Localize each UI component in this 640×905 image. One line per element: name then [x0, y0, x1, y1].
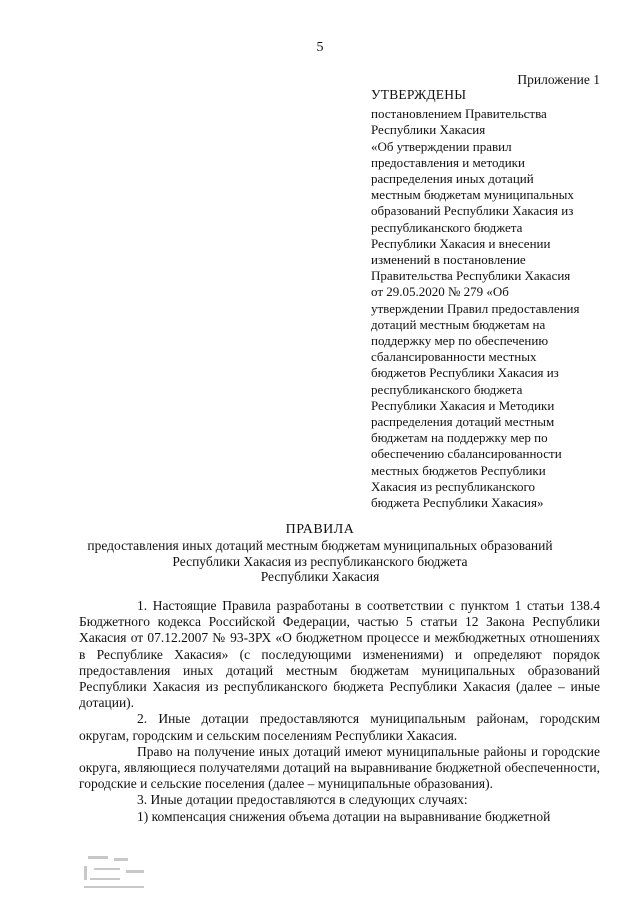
- approval-line: Республики Хакасия и внесении: [371, 235, 551, 251]
- approval-line: бюджетов Республики Хакасия из: [371, 365, 559, 381]
- approval-line: дотаций местным бюджетам на: [371, 316, 546, 332]
- approval-line: местных бюджетов Республики: [371, 462, 546, 478]
- approval-title: УТВЕРЖДЕНЫ: [371, 87, 467, 102]
- rules-subtitle: [40, 538, 600, 585]
- rules-subtitle-line: Республики Хакасия из республиканского бюджета: [172, 553, 468, 569]
- approval-line: распределения иных дотаций: [371, 171, 534, 187]
- rules-subtitle-line: предоставления иных дотаций местным бюджетам муниципальных образований: [87, 538, 553, 553]
- page-number: 5: [316, 40, 324, 55]
- approval-line: поддержку мер по обеспечению: [371, 333, 549, 349]
- rules-body: [79, 598, 600, 825]
- rules-subtitle-line: Республики Хакасия: [260, 569, 380, 584]
- stamp-mark: [80, 852, 158, 892]
- approval-line: утверждении Правил предоставления: [371, 300, 580, 316]
- approval-line: от 29.05.2020 № 279 «Об: [371, 284, 509, 300]
- approval-line: республиканского бюджета: [371, 219, 523, 235]
- approval-line: обеспечению сбалансированности: [371, 446, 562, 462]
- approval-line: Хакасия из республиканского: [371, 478, 536, 494]
- approval-line: бюджетам на поддержку мер по: [371, 430, 548, 446]
- paragraph: 3. Иные дотации предоставляются в следующих случаях:: [137, 792, 468, 808]
- approval-line: изменений в постановление: [371, 252, 526, 268]
- approval-line: постановлением Правительства: [371, 106, 547, 122]
- approval-line: Республики Хакасия и Методики: [371, 397, 555, 413]
- approval-block: [371, 87, 606, 511]
- approval-line: сбалансированности местных: [371, 349, 537, 365]
- approval-line: распределения дотаций местным: [371, 414, 555, 430]
- approval-line: Республики Хакасия: [371, 122, 486, 138]
- approval-line: местным бюджетам муниципальных: [371, 187, 574, 203]
- approval-line: республиканского бюджета: [371, 381, 523, 397]
- appendix-label: Приложение 1: [517, 72, 600, 87]
- approval-line: предоставления и методики: [371, 154, 525, 170]
- paragraph: Право на получение иных дотаций имеют муниципальные районы и городские округа, являющиеся получателями дотаций на выравнивание бюджетной обеспеченности, городские и сельские поселения (далее – муниципальные образования).: [79, 743, 600, 792]
- paragraph: 1. Настоящие Правила разработаны в соответствии с пунктом 1 статьи 138.4 Бюджетного кодекса Российской Федерации, частью 5 статьи 12 Закона Республики Хакасия от 07.12.2007 № 93-ЗРХ «О бюджетном процессе и межбюджетных отношениях в Республике Хакасия» (с последующими изменениями) и определяют порядок предоставления иных дотаций местным бюджетам муниципальных образований Республики Хакасия из республиканского бюджета Республики Хакасия (далее – иные дотации).: [79, 598, 600, 711]
- rules-heading: ПРАВИЛА: [285, 522, 355, 537]
- approval-line: Правительства Республики Хакасия: [371, 268, 571, 284]
- paragraph: 1) компенсация снижения объема дотации на выравнивание бюджетной: [137, 808, 551, 824]
- approval-line: образований Республики Хакасия из: [371, 203, 574, 219]
- approval-line: «Об утверждении правил: [371, 138, 512, 154]
- approval-line: бюджета Республики Хакасия»: [371, 495, 544, 511]
- paragraph: 2. Иные дотации предоставляются муниципальным районам, городским округам, городским и сельским поселениям Республики Хакасия.: [79, 711, 600, 743]
